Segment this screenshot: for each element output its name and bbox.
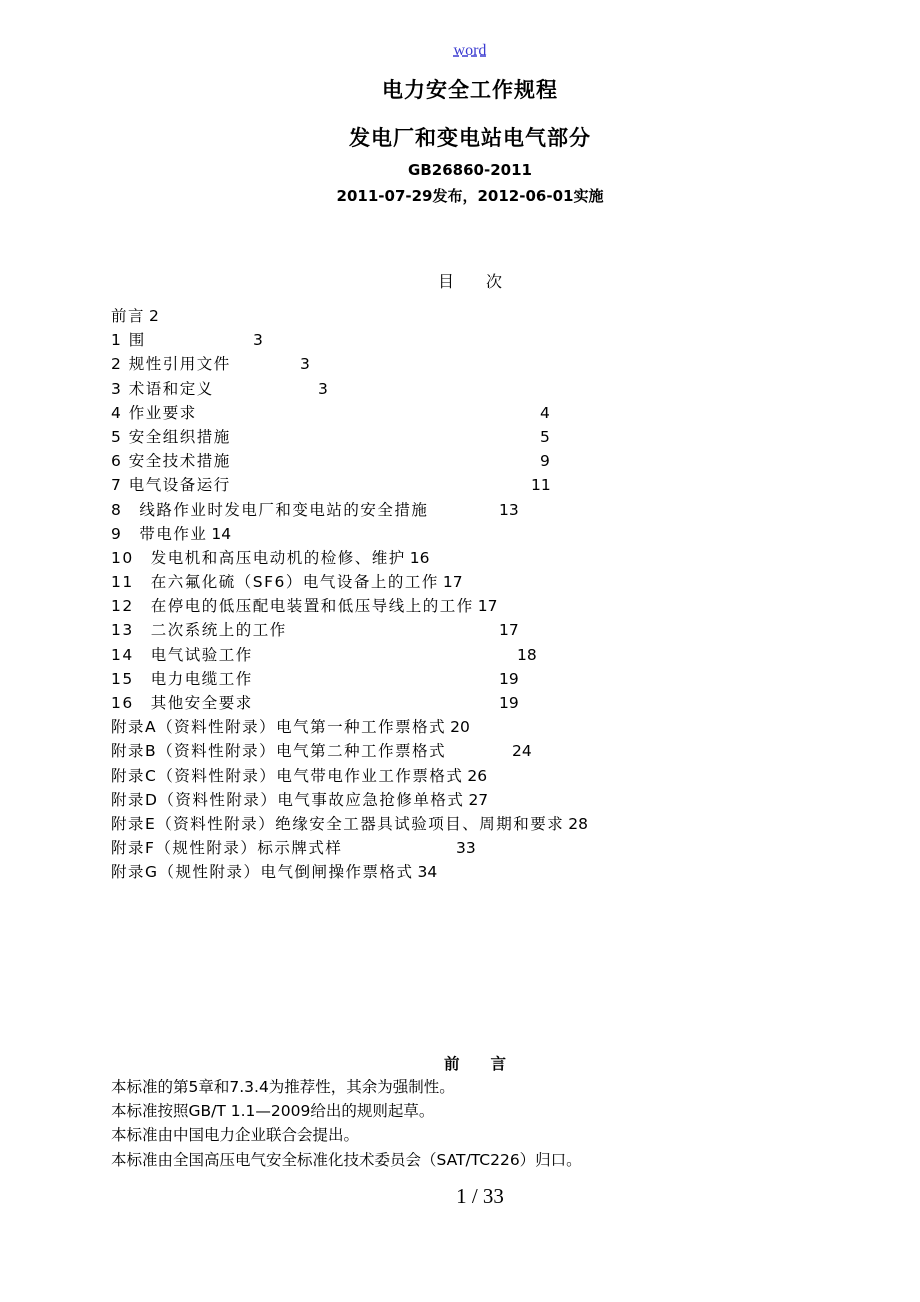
toc-entry[interactable] [111, 401, 588, 425]
toc-page: 27 [468, 790, 489, 809]
toc-page: 5 [540, 427, 550, 446]
toc-label: 12 在停电的低压配电装置和低压导线上的工作 [111, 597, 474, 616]
toc-page: 33 [456, 839, 476, 858]
document-subtitle: 发电厂和变电站电气部分 [349, 126, 591, 150]
toc-page: 3 [300, 355, 310, 374]
toc-entry[interactable] [111, 836, 588, 860]
toc-label: 2 规性引用文件 [111, 355, 231, 374]
toc-entry[interactable] [111, 352, 588, 376]
toc-entry[interactable] [111, 522, 588, 546]
word-link[interactable]: word [453, 42, 487, 59]
toc-page: 17 [442, 573, 463, 592]
toc-page: 28 [568, 814, 589, 833]
toc-entry[interactable] [111, 304, 588, 328]
toc-entry[interactable] [111, 425, 588, 449]
toc-page: 11 [531, 476, 551, 495]
toc-label: 13 二次系统上的工作 [111, 621, 287, 640]
toc-label: 10 发电机和高压电动机的检修、维护 [111, 548, 406, 567]
page-number: 1 / 33 [456, 1184, 504, 1208]
toc-heading: 目 次 [437, 272, 502, 291]
toc-label: 14 电气试验工作 [111, 645, 253, 664]
toc-entry[interactable] [111, 377, 588, 401]
toc-page: 17 [477, 597, 498, 616]
toc-page: 3 [253, 331, 263, 350]
publish-dates: 2011-07-29发布，2012-06-01实施 [336, 187, 604, 205]
toc-entry[interactable] [111, 667, 588, 691]
toc-label: 4 作业要求 [111, 403, 197, 422]
foreword-paragraph: 本标准按照GB/T 1.1—2009给出的规则起草。 [111, 1102, 435, 1121]
toc-entry[interactable] [111, 764, 588, 788]
toc-entry[interactable] [111, 473, 588, 497]
toc-label: 8 线路作业时发电厂和变电站的安全措施 [111, 500, 429, 519]
foreword-paragraph: 本标准的第5章和7.3.4为推荐性，其余为强制性。 [111, 1078, 455, 1096]
toc-entry[interactable] [111, 618, 588, 642]
table-of-contents [111, 304, 588, 885]
toc-entry[interactable] [111, 860, 588, 884]
toc-entry[interactable] [111, 546, 588, 570]
toc-label: 7 电气设备运行 [111, 476, 231, 495]
foreword-heading: 前 言 [443, 1055, 506, 1073]
toc-entry[interactable] [111, 570, 588, 594]
toc-label: 16 其他安全要求 [111, 694, 253, 712]
toc-page: 14 [211, 524, 232, 543]
toc-page: 26 [467, 766, 488, 785]
toc-label: 附录A（资料性附录）电气第一种工作票格式 [111, 718, 447, 737]
foreword-paragraph: 本标准由中国电力企业联合会提出。 [111, 1126, 360, 1145]
toc-page: 4 [540, 403, 550, 422]
toc-label: 前言 [111, 307, 146, 325]
foreword-paragraph: 本标准由全国高压电气安全标准化技术委员会（SAT/TC226）归口。 [111, 1150, 582, 1169]
toc-entry[interactable] [111, 449, 588, 473]
toc-label: 3 术语和定义 [111, 379, 214, 398]
toc-page: 13 [499, 500, 519, 519]
toc-entry[interactable] [111, 812, 588, 836]
document-title: 电力安全工作规程 [382, 78, 558, 102]
toc-page: 24 [512, 742, 532, 761]
toc-page: 19 [499, 694, 519, 712]
toc-entry[interactable] [111, 739, 588, 763]
toc-page: 19 [499, 669, 519, 688]
toc-page: 2 [149, 307, 159, 325]
toc-label: 附录C（资料性附录）电气带电作业工作票格式 [111, 766, 464, 785]
toc-label: 11 在六氟化硫（SF6）电气设备上的工作 [111, 573, 439, 592]
toc-page: 34 [417, 863, 438, 882]
toc-page: 17 [499, 621, 519, 640]
toc-label: 附录F（规性附录）标示牌式样 [111, 839, 343, 858]
foreword-body [111, 1075, 582, 1172]
toc-entry[interactable] [111, 594, 588, 618]
toc-label: 1 围 [111, 331, 146, 350]
toc-entry[interactable] [111, 691, 588, 715]
toc-page: 20 [450, 718, 470, 737]
toc-page: 9 [540, 452, 550, 471]
toc-page: 18 [517, 645, 537, 664]
toc-label: 9 带电作业 [111, 524, 208, 543]
toc-entry[interactable] [111, 328, 588, 352]
toc-label: 6 安全技术措施 [111, 452, 231, 471]
toc-entry[interactable] [111, 788, 588, 812]
standard-number: GB26860-2011 [408, 161, 532, 179]
toc-label: 5 安全组织措施 [111, 427, 231, 446]
toc-entry[interactable] [111, 498, 588, 522]
toc-label: 附录G（规性附录）电气倒闸操作票格式 [111, 863, 414, 882]
toc-label: 附录B（资料性附录）电气第二种工作票格式 [111, 742, 447, 761]
toc-label: 15 电力电缆工作 [111, 669, 253, 688]
toc-page: 16 [409, 548, 430, 567]
toc-label: 附录E（资料性附录）绝缘安全工器具试验项目、周期和要求 [111, 814, 565, 833]
toc-label: 附录D（资料性附录）电气事故应急抢修单格式 [111, 790, 465, 809]
toc-entry[interactable] [111, 643, 588, 667]
toc-entry[interactable] [111, 715, 588, 739]
toc-page: 3 [318, 379, 328, 398]
